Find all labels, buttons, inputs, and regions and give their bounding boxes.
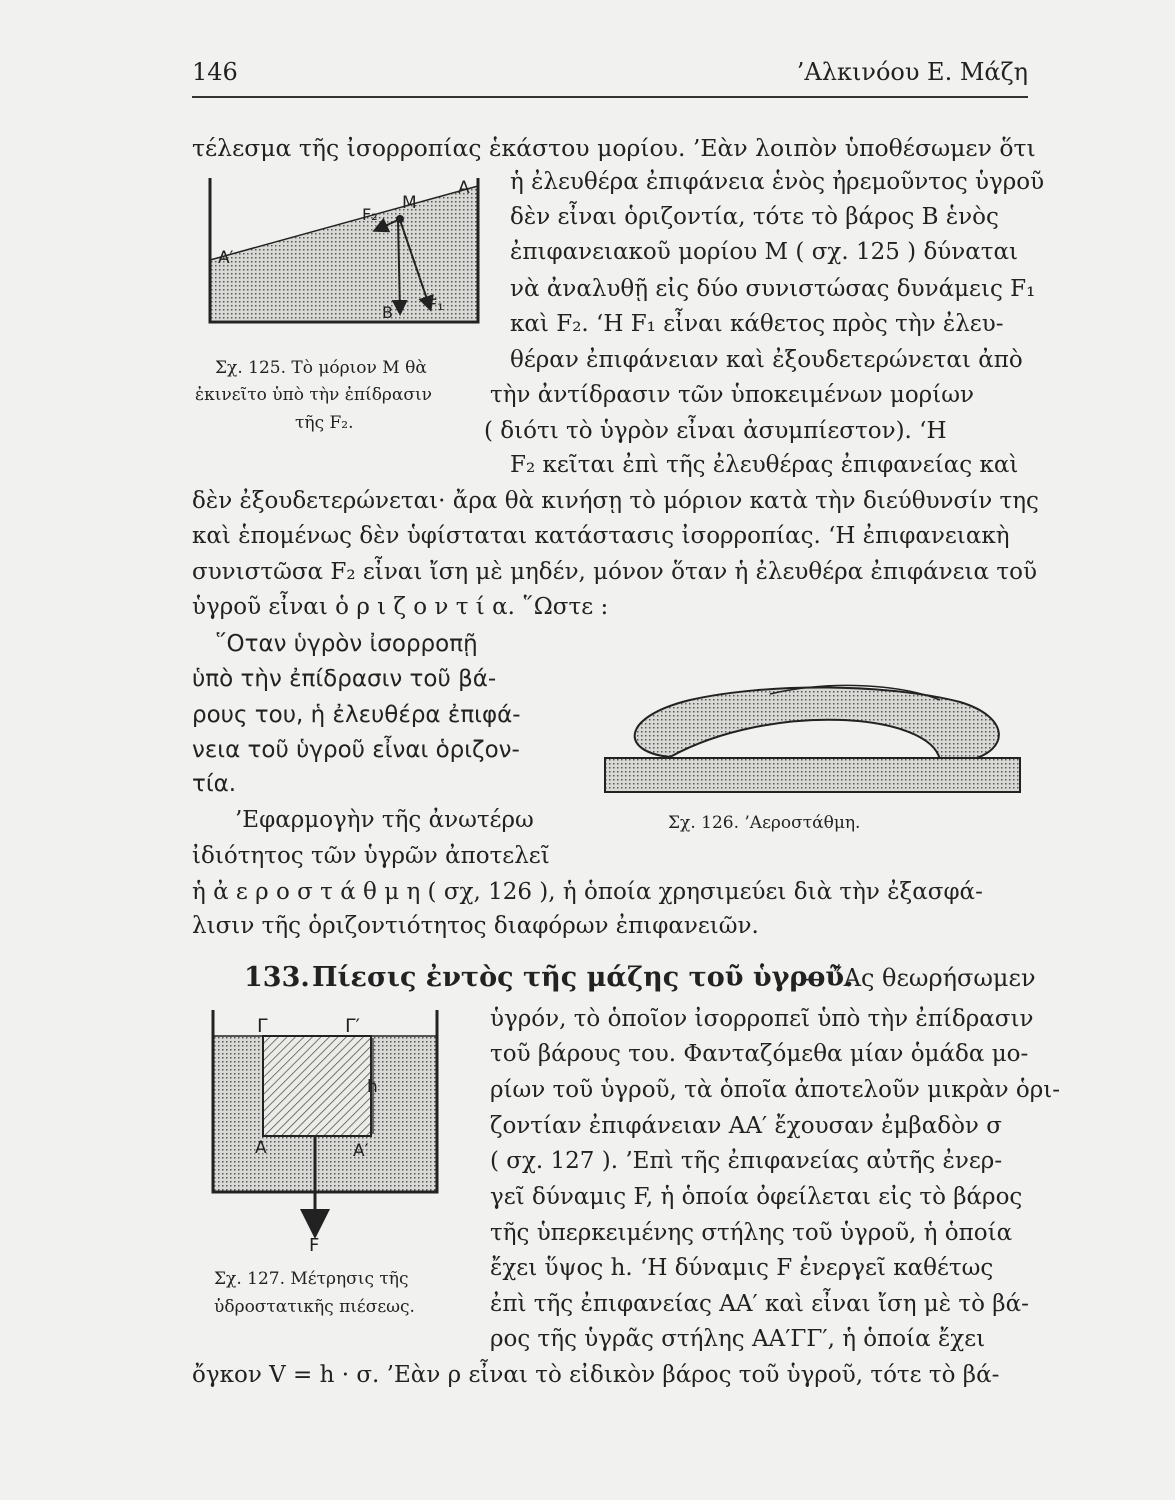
fig125-label: Μ (402, 193, 417, 213)
text-line: τὴν ἀντίδρασιν τῶν ὑποκειμένων μορίων (490, 382, 974, 408)
text-line: τοῦ βάρους του. Φανταζόμεθα μίαν ὁμάδα μο- (490, 1041, 1029, 1067)
fig125-caption: Σχ. 125. Τὸ μόριον Μ θὰ (215, 358, 427, 378)
fig127-label: h (367, 1077, 378, 1097)
fig125-caption: τῆς F₂. (295, 413, 354, 433)
text-line: ( σχ. 127 ). ’Επὶ τῆς ἐπιφανείας αὐτῆς ἐνερ- (490, 1148, 1003, 1174)
figure-126 (600, 662, 1025, 802)
text-line: ἐπὶ τῆς ἐπιφανείας ΑΑ′ καὶ εἶναι ἴση μὲ τὸ βά- (490, 1291, 1029, 1317)
text-line: νὰ ἀναλυθῇ εἰς δύο συνιστώσας δυνάμεις F₁ (510, 276, 1036, 302)
text-line: ρίων τοῦ ὑγροῦ, τὰ ὁποῖα ἀποτελοῦν μικρὰν ὁρι- (490, 1077, 1061, 1103)
running-title: ’Αλκινόου Ε. Μάζη (796, 58, 1028, 86)
text-line: ζοντίαν ἐπιφάνειαν ΑΑ′ ἔχουσαν ἐμβαδὸν σ (490, 1113, 1002, 1139)
text-line: καὶ ἑπομένως δὲν ὑφίσταται κατάστασις ἰσορροπίας. ‘Η ἐπιφανειακὴ (192, 523, 1010, 549)
header-rule (192, 96, 1028, 98)
section-number: 133. (244, 962, 310, 993)
rule-line: ῞Οταν ὑγρὸν ἰσορροπῇ (215, 631, 478, 657)
text-line: ἐπιφανειακοῦ μορίου Μ ( σχ. 125 ) δύναται (510, 239, 1019, 265)
text-line: γεῖ δύναμις F, ἡ ὁποία ὀφείλεται εἰς τὸ βάρος (490, 1184, 1023, 1210)
rule-line: νεια τοῦ ὑγροῦ εἶναι ὁριζον- (192, 737, 520, 763)
text-line: τῆς ὑπερκειμένης στήλης τοῦ ὑγροῦ, ἡ ὁποία (490, 1220, 1013, 1246)
text-line: ὄγκον V = h · σ. ’Εὰν ρ εἶναι τὸ εἰδικὸν βάρος τοῦ ὑγροῦ, τότε τὸ βά- (192, 1362, 1000, 1388)
text-line: ἔχει ὕψος h. ‘Η δύναμις F ἐνεργεῖ καθέτως (490, 1255, 994, 1281)
text-line: F₂ κεῖται ἐπὶ τῆς ἐλευθέρας ἐπιφανείας καὶ (510, 452, 1019, 478)
text-line: τέλεσμα τῆς ἰσορροπίας ἑκάστου μορίου. ’Εὰν λοιπὸν ὑποθέσωμεν ὅτι (192, 134, 1036, 162)
text-line: λισιν τῆς ὁριζοντιότητος διαφόρων ἐπιφανειῶν. (192, 913, 759, 939)
text-line: ’Εφαρμογὴν τῆς ἀνωτέρω (235, 807, 534, 833)
page-number: 146 (192, 58, 238, 86)
rule-line: ὑπὸ τὴν ἐπίδρασιν τοῦ βά- (192, 666, 497, 692)
text-line: ( διότι τὸ ὑγρὸν εἶναι ἀσυμπίεστον). ‘Η (484, 418, 947, 444)
liquid-column (263, 1036, 371, 1136)
text-line: ἰδιότητος τῶν ὑγρῶν ἀποτελεῖ (192, 843, 550, 869)
rule-line: τία. (192, 771, 237, 797)
fig127-label: Γ (257, 1015, 268, 1037)
fig127-label: F (309, 1235, 320, 1253)
fig125-caption: ἐκινεῖτο ὑπὸ τὴν ἐπίδρασιν (195, 385, 433, 405)
text-line: ἡ ἐλευθέρα ἐπιφάνεια ἑνὸς ἠρεμοῦντος ὑγροῦ (510, 169, 1045, 195)
figure-125 (190, 160, 490, 338)
fig127-label: Α (255, 1138, 267, 1158)
text-line: δὲν ἐξουδετερώνεται· ἄρα θὰ κινήσῃ τὸ μόριον κατὰ τὴν διεύθυνσίν της (192, 488, 1039, 514)
text-line: ὑγρόν, τὸ ὁποῖον ἰσορροπεῖ ὑπὸ τὴν ἐπίδρασιν (490, 1006, 1034, 1032)
section-title: Πίεσις ἐντὸς τῆς μάζης τοῦ ὑγροῦ. (312, 962, 854, 993)
fig125-label: F₁ (428, 295, 444, 314)
base-plate (605, 758, 1020, 792)
rule-line: ρους του, ἡ ἐλευθέρα ἐπιφά- (192, 702, 521, 728)
text-line: συνιστῶσα F₂ εἶναι ἴση μὲ μηδέν, μόνον ὅταν ἡ ἐλευθέρα ἐπιφάνεια τοῦ (192, 559, 1037, 585)
text-line: ὑγροῦ εἶναι ὁ ρ ι ζ ο ν τ ί α. ῞Ωστε : (192, 594, 609, 620)
text-line: ρος τῆς ὑγρᾶς στήλης ΑΑ′ΓΓ′, ἡ ὁποία ἔχει (490, 1326, 986, 1352)
text-line: καὶ F₂. ‘Η F₁ εἶναι κάθετος πρὸς τὴν ἐλευ- (510, 311, 1004, 337)
fig127-caption: ὑδροστατικῆς πιέσεως. (214, 1297, 415, 1317)
text-line: δὲν εἶναι ὁριζοντία, τότε τὸ βάρος Β ἑνὸς (510, 204, 999, 230)
fig125-label: Β (382, 303, 393, 322)
fig127-label: Γ′ (345, 1015, 360, 1037)
figure-127 (205, 1008, 455, 1253)
fig125-label: Α (458, 178, 470, 198)
fig127-caption: Σχ. 127. Μέτρησις τῆς (214, 1269, 409, 1289)
fig125-label: Α′ (218, 248, 234, 268)
text-line: θέραν ἐπιφάνειαν καὶ ἐξουδετερώνεται ἀπὸ (510, 347, 1023, 373)
fig125-label: F₂ (362, 205, 378, 224)
text-line: ἡ ἀ ε ρ ο σ τ ά θ μ η ( σχ, 126 ), ἡ ὁποία χρησιμεύει διὰ τὴν ἐξασφά- (192, 879, 983, 905)
fig126-caption: Σχ. 126. ’Αεροστάθμη. (668, 813, 861, 833)
fig127-label: Α′ (353, 1141, 369, 1161)
section-lead: — ῎Ας θεωρήσωμεν (800, 964, 1036, 992)
bubble-level-vial (635, 687, 999, 760)
